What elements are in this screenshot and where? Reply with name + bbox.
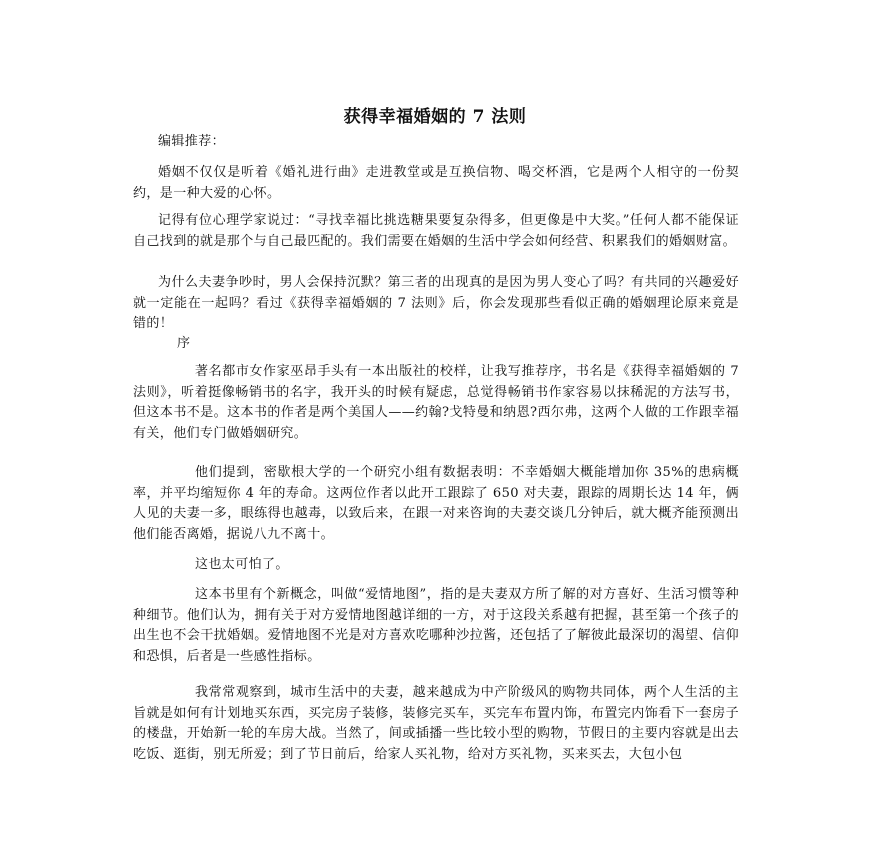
document-title: 获得幸福婚姻的 7 法则: [343, 107, 527, 127]
paragraph-intro-2: 记得有位心理学家说过：“寻找幸福比挑选糖果要复杂得多，但更像是中大奖。”任何人都不能保证自己找到的就是那个与自己最匹配的。我们需要在婚姻的生活中学会如何经营、积累我们的婚姻财富。: [133, 213, 739, 249]
paragraph-intro-3: 为什么夫妻争吵时，男人会保持沉默？第三者的出现真的是因为男人变心了吗？有共同的兴趣爱好就一定能在一起吗？看过《获得幸福婚姻的 7 法则》后，你会发现那些看似正确的婚姻理论原来竟是错的！: [133, 275, 739, 331]
paragraph-preface-1: 著名都市女作家巫昂手头有一本出版社的校样，让我写推荐序，书名是《获得幸福婚姻的 7 法则》，听着挺像畅销书的名字，我开头的时候有疑虑，总觉得畅销书作家容易以抹稀泥的方法写书，但这本书不是。这本书的作者是两个美国人——约翰?戈特曼和纳恩?西尔弗，这两个人做的工作跟幸福有关，他们专门做婚姻研究。: [133, 364, 739, 441]
paragraph-preface-4: 这本书里有个新概念，叫做“爱情地图”，指的是夫妻双方所了解的对方喜好、生活习惯等种种细节。他们认为，拥有关于对方爱情地图越详细的一方，对于这段关系越有把握，甚至第一个孩子的出生也不会干扰婚姻。爱情地图不光是对方喜欢吃哪种沙拉酱，还包括了了解彼此最深切的渴望、信仰和恐惧，后者是一些感性指标。: [133, 587, 739, 664]
paragraph-intro-1: 婚姻不仅仅是听着《婚礼进行曲》走进教堂或是互换信物、喝交杯酒，它是两个人相守的一份契约，是一种大爱的心怀。: [133, 165, 739, 201]
preface-heading: 序: [177, 336, 191, 351]
paragraph-preface-3: 这也太可怕了。: [195, 557, 289, 572]
editor-recommendation-label: 编辑推荐：: [158, 134, 226, 149]
paragraph-preface-2: 他们提到，密歇根大学的一个研究小组有数据表明：不幸婚姻大概能增加你 35%的患病概率，并平均缩短你 4 年的寿命。这两位作者以此开工跟踪了 650 对夫妻，跟踪的周期长达 14 年，俩人见的夫妻一多，眼练得也越毒，以致后来，在跟一对来咨询的夫妻交谈几分钟后，就大概齐能预测出他们能否离婚，据说八九不离十。: [133, 465, 739, 542]
paragraph-preface-5: 我常常观察到，城市生活中的夫妻，越来越成为中产阶级风的购物共同体，两个人生活的主旨就是如何有计划地买东西，买完房子装修，装修完买车，买完车布置内饰，布置完内饰看下一套房子的楼盘，开始新一轮的车房大战。当然了，间或插播一些比较小型的购物，节假日的主要内容就是出去吃饭、逛街，别无所爱；到了节日前后，给家人买礼物，给对方买礼物，买来买去，大包小包: [133, 685, 739, 762]
